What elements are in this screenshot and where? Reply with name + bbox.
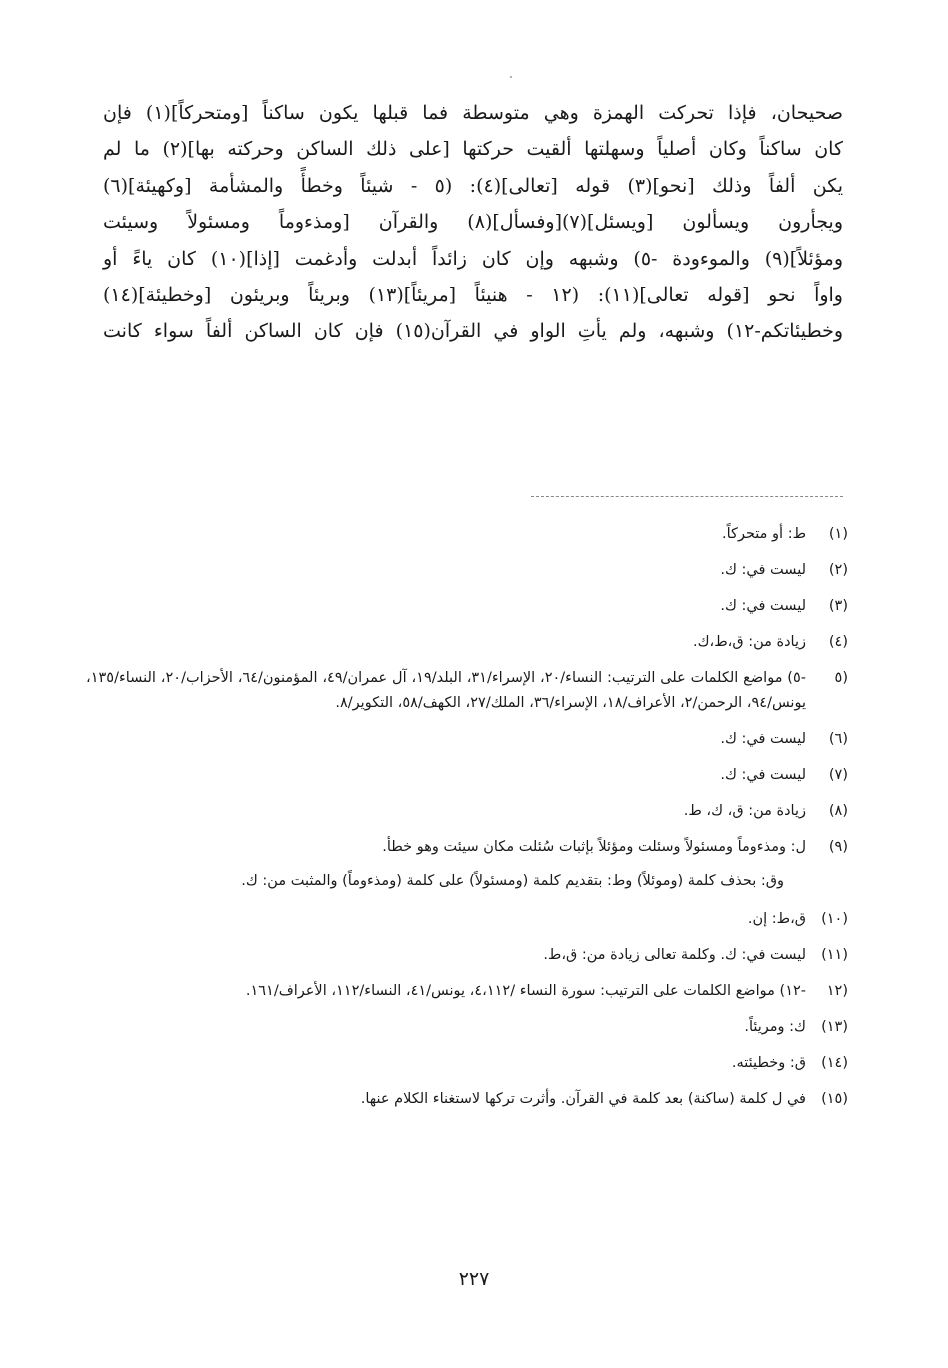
footnote-item <box>86 727 848 752</box>
footnote-item <box>86 763 848 788</box>
footnote-number: (٢) <box>828 562 848 578</box>
footnote-text: ليست في: ك. <box>720 767 806 783</box>
page-number: ٢٢٧ <box>458 1268 490 1290</box>
footnote-number: (١٤) <box>821 1055 848 1071</box>
footnote-number: (١٢ <box>826 983 848 999</box>
footnote-item <box>86 1051 848 1076</box>
footnote-text: زيادة من: ق، ك، ط. <box>683 803 806 819</box>
footnote-number: (١٠) <box>821 911 848 927</box>
footnote-item <box>86 1087 848 1112</box>
footnote-number: (٥ <box>834 670 848 686</box>
footnote-item <box>86 943 848 968</box>
footnote-item <box>86 594 848 619</box>
main-text-line: صحيحان، فإذا تحركت الهمزة وهي متوسطة فما قبلها يكون ساكناً [ومتحركاً](١) فإن <box>103 102 843 124</box>
main-text <box>103 98 843 353</box>
footnote-number: (٧) <box>828 767 848 783</box>
footnote-item <box>86 1015 848 1040</box>
footnote-text: -١٢) مواضع الكلمات على الترتيب: سورة النساء /٤،١١٢، يونس/٤١، النساء/١١٢، الأعراف/١٦١. <box>245 983 806 999</box>
footnote-separator <box>531 496 843 497</box>
footnote-text: ل: ومذءوماً ومسئولاً وسئلت ومؤئلاً بإثبات سُئلت مكان سيئت وهو خطأ. <box>382 839 806 855</box>
footnote-text: ك: ومريئاً. <box>744 1019 806 1035</box>
footnote-number: (٩) <box>828 839 848 855</box>
footnote-text: ق: وخطيئته. <box>731 1055 806 1071</box>
footnote-number: (٨) <box>828 803 848 819</box>
footnote-item <box>86 522 848 547</box>
footnote-text: ليست في: ك. وكلمة تعالى زيادة من: ق،ط. <box>543 947 806 963</box>
footnote-number: (٦) <box>828 731 848 747</box>
footnote-number: (٤) <box>828 634 848 650</box>
footnote-text: زيادة من: ق،ط،ك. <box>693 634 806 650</box>
footnote-number: (١٥) <box>821 1091 848 1107</box>
footnote-item <box>86 630 848 655</box>
main-text-line: ويجأرون ويسألون [ويسئل](٧)[وفسأل](٨) والقرآن [ومذءوماً ومسئولاً وسيئت <box>103 211 843 234</box>
footnote-number: (١٣) <box>821 1019 848 1035</box>
footnote-item <box>86 835 848 860</box>
footnote-text: ق،ط: إن. <box>747 911 806 927</box>
footnote-text: -٥) مواضع الكلمات على الترتيب: النساء/٢٠، الإسراء/٣١، البلد/١٩، آل عمران/٤٩، المؤمنون/٦٤، الأحزاب/٢٠، النساء/١٣٥، يونس/٩٤، الرحمن/٢، الأعراف/١٨، الإسراء/٣٦، الملك/٢٧، الكهف/٥٨، التكوير/٨. <box>86 670 806 711</box>
footnote-text: ط: أو متحركاً. <box>722 526 806 542</box>
footnote-item <box>86 666 848 716</box>
footnotes-list <box>86 522 848 1123</box>
main-text-line: واواً نحو [قوله تعالى](١١): (١٢ - هنيئاً [مريئاً](١٣) وبريئاً وبريئون [وخطيئة](١٤) <box>103 283 843 306</box>
footnote-text: ليست في: ك. <box>720 562 806 578</box>
footnote-continuation: وق: بحذف كلمة (وموئلاً) وط: بتقديم كلمة (ومسئولاً) على كلمة (ومذءوماً) والمثبت من: ك. <box>241 873 784 889</box>
main-text-line: وخطيئاتكم-١٢) وشبهه، ولم يأتِ الواو في القرآن(١٥) فإن كان الساكن ألفاً سواء كانت <box>103 320 843 343</box>
main-text-line: يكن ألفاً وذلك [نحو](٣) قوله [تعالى](٤): (٥ - شيئاً وخطأً والمشأمة [وكهيئة](٦) <box>103 174 843 197</box>
footnote-number: (١١) <box>821 947 848 963</box>
footnote-number: (١) <box>828 526 848 542</box>
main-text-line: ومؤئلاً](٩) والموءودة -٥) وشبهه وإن كان زائداً أبدلت وأدغمت [إذا](١٠) كان ياءً أو <box>103 247 843 270</box>
footnote-item <box>86 979 848 1004</box>
footnote-text: ليست في: ك. <box>720 598 806 614</box>
footnote-text: في ل كلمة (ساكنة) بعد كلمة في القرآن. وأثرت تركها لاستغناء الكلام عنها. <box>360 1091 806 1107</box>
footnote-text: ليست في: ك. <box>720 731 806 747</box>
main-text-line: كان ساكناً وكان أصلياً وسهلتها ألقيت حركتها [على ذلك الساكن وحركته بها](٢) ما لم <box>103 138 843 161</box>
footnote-number: (٣) <box>828 598 848 614</box>
page-speck <box>510 76 512 78</box>
footnote-item <box>86 558 848 583</box>
footnote-item <box>86 907 848 932</box>
footnote-item <box>86 799 848 824</box>
